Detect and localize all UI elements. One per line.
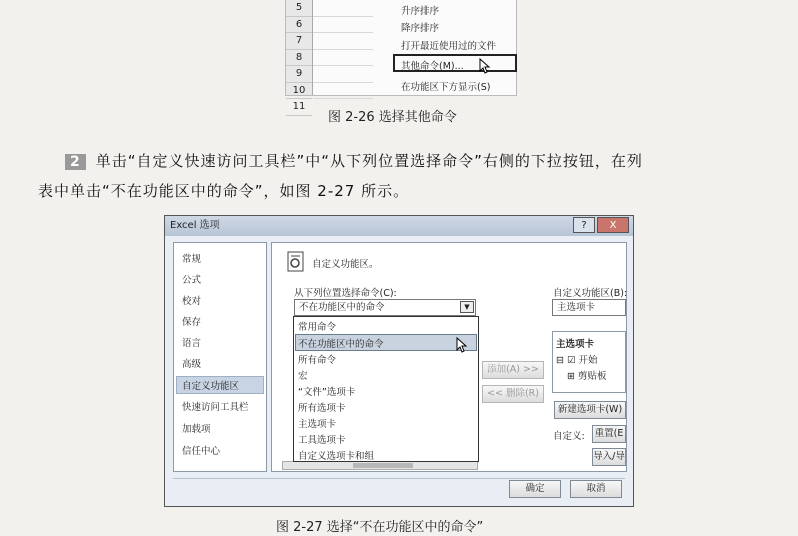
figure-caption-2-26: 图 2-26 选择其他命令: [328, 110, 457, 125]
menu-item-show-below-ribbon[interactable]: 在功能区下方显示(S): [401, 82, 491, 93]
menu-item-more-commands[interactable]: 其他命令(M)...: [401, 61, 464, 72]
menu-screenshot: [285, 0, 517, 112]
new-tab-button[interactable]: 新建选项卡(W): [554, 401, 626, 419]
reset-button[interactable]: 重置(E: [592, 425, 626, 443]
row-number: 10: [286, 83, 312, 100]
pane-header: 自定义功能区。: [312, 259, 379, 270]
nav-item-quick-access-toolbar[interactable]: 快速访问工具栏: [182, 402, 249, 413]
tree-item-clipboard[interactable]: ⊞ 剪贴板: [567, 371, 607, 382]
instruction-line-1: [65, 150, 643, 171]
mouse-cursor-icon: [456, 337, 468, 353]
customize-ribbon-combo[interactable]: 主选项卡: [552, 299, 626, 316]
instruction-text-1: 单击“自定义快速访问工具栏”中“从下列位置选择命令”右侧的下拉按钮，在列: [95, 152, 643, 170]
dialog-title: Excel 选项: [170, 220, 220, 231]
quick-access-menu: [391, 0, 516, 95]
horizontal-scrollbar[interactable]: [282, 461, 478, 470]
add-button[interactable]: 添加(A) >>: [482, 361, 544, 379]
menu-item-sort-asc[interactable]: 升序排序: [401, 6, 440, 17]
mouse-cursor-icon: [479, 58, 491, 74]
sheet-cells: [313, 0, 373, 95]
option-tool-tabs[interactable]: 工具选项卡: [298, 435, 346, 446]
menu-item-recent-files[interactable]: 打开最近使用过的文件: [401, 41, 497, 52]
nav-item-trust-center[interactable]: 信任中心: [182, 446, 221, 457]
chevron-down-icon[interactable]: ▼: [460, 301, 474, 313]
excel-options-dialog: [164, 215, 634, 507]
figure-caption-2-27: 图 2-27 选择“不在功能区中的命令”: [276, 520, 484, 535]
row-number: 11: [286, 99, 312, 116]
option-all-commands[interactable]: 所有命令: [298, 355, 337, 366]
close-button[interactable]: X: [597, 217, 629, 233]
instruction-line-2: 表中单击“不在功能区中的命令”，如图 2-27 所示。: [38, 182, 410, 200]
option-custom-tabs-and-groups[interactable]: 自定义选项卡和组: [298, 451, 375, 462]
customize-label: 自定义:: [553, 431, 585, 442]
nav-item-formulas[interactable]: 公式: [182, 275, 202, 286]
option-all-tabs[interactable]: 所有选项卡: [298, 403, 346, 414]
menu-item-sort-desc[interactable]: 降序排序: [401, 23, 440, 34]
option-main-tabs[interactable]: 主选项卡: [298, 419, 337, 430]
row-number-column: [286, 0, 313, 112]
help-button[interactable]: ?: [573, 217, 595, 233]
option-popular-commands[interactable]: 常用命令: [298, 322, 337, 333]
nav-item-advanced[interactable]: 高级: [182, 359, 202, 370]
choose-commands-label: 从下列位置选择命令(C):: [294, 288, 397, 299]
remove-button[interactable]: << 删除(R): [482, 385, 544, 403]
row-number: 9: [286, 66, 312, 83]
step-number: 2: [65, 154, 86, 170]
nav-item-save[interactable]: 保存: [182, 317, 202, 328]
option-macros[interactable]: 宏: [298, 371, 308, 382]
tree-item-home[interactable]: ⊟ ☑ 开始: [556, 355, 598, 366]
dialog-separator: [173, 478, 625, 479]
option-file-tab[interactable]: “文件”选项卡: [298, 387, 356, 398]
row-number: 7: [286, 33, 312, 50]
nav-item-general[interactable]: 常规: [182, 254, 202, 265]
nav-item-proofing[interactable]: 校对: [182, 296, 202, 307]
customize-ribbon-icon: [286, 251, 306, 273]
ribbon-tabs-tree: [552, 331, 626, 393]
row-number: 6: [286, 17, 312, 34]
tree-header: 主选项卡: [556, 339, 595, 350]
commands-dropdown-list: [293, 316, 479, 462]
nav-item-customize-ribbon[interactable]: 自定义功能区: [182, 381, 240, 392]
customize-ribbon-label: 自定义功能区(B):: [553, 288, 628, 299]
nav-item-add-ins[interactable]: 加载项: [182, 424, 211, 435]
ok-button[interactable]: 确定: [509, 480, 561, 498]
dialog-titlebar: [165, 216, 633, 236]
choose-commands-combo[interactable]: [294, 299, 476, 316]
choose-commands-value: 不在功能区中的命令: [299, 302, 385, 313]
option-commands-not-in-ribbon[interactable]: 不在功能区中的命令: [298, 339, 384, 350]
nav-item-language[interactable]: 语言: [182, 338, 202, 349]
options-nav: [173, 242, 267, 472]
row-number: 5: [286, 0, 312, 17]
import-export-button[interactable]: 导入/导: [592, 448, 626, 466]
row-number: 8: [286, 50, 312, 67]
cancel-button[interactable]: 取消: [570, 480, 622, 498]
